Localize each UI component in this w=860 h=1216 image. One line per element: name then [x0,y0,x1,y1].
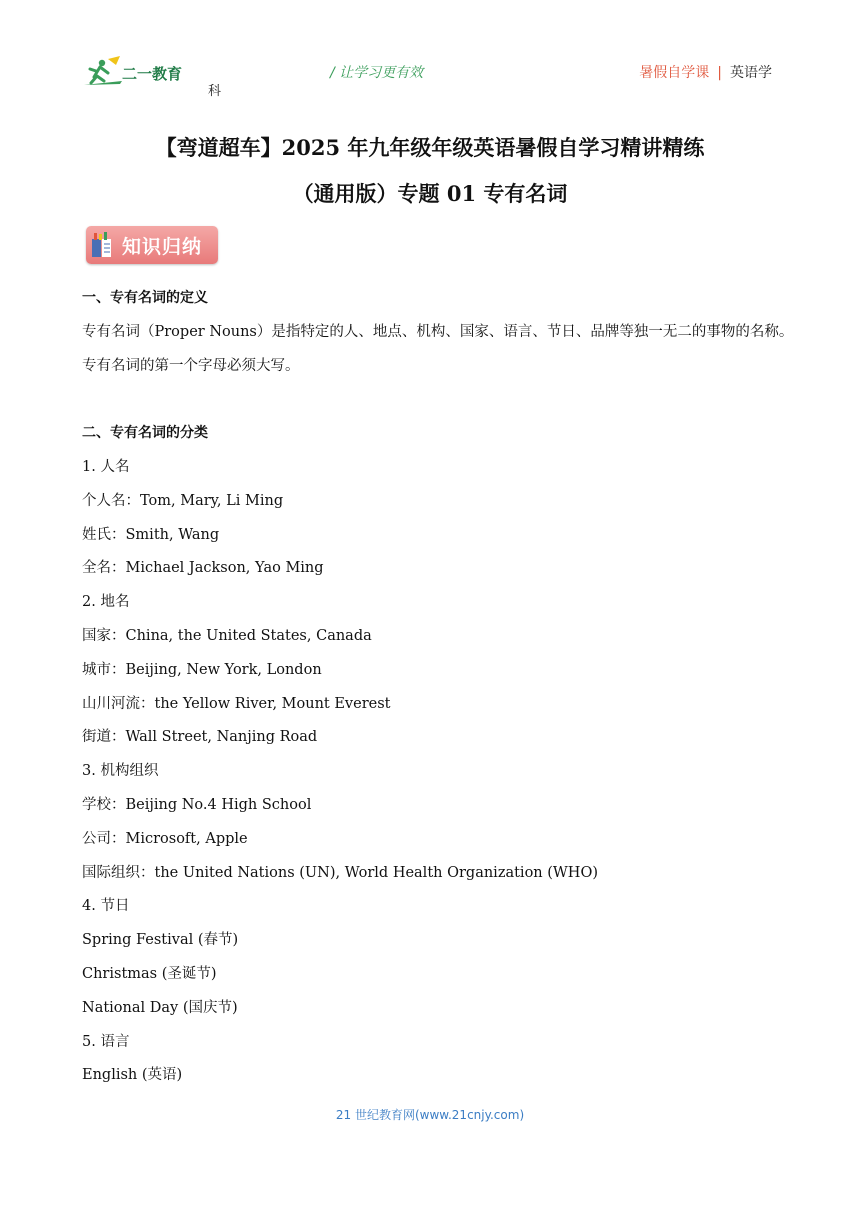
category-heading: 5. 语言 [82,1033,130,1050]
category-heading: 1. 人名 [82,458,130,475]
list-item: Christmas (圣诞节) [82,965,217,982]
header-separator: | [717,65,722,81]
books-icon [91,231,113,259]
list-item: National Day (国庆节) [82,999,238,1016]
logo-text: 二一教育 [122,65,183,83]
header-slogan: / 让学习更有效 [330,65,424,81]
section-heading: 一、专有名词的定义 [82,290,208,306]
site-logo [82,55,192,89]
course-label: 暑假自学课 [639,65,710,81]
list-item: 山川河流：the Yellow River, Mount Everest [82,695,391,712]
document-title-line-1: 【弯道超车】2025 年九年级年级英语暑假自学习精讲精练 [155,135,705,160]
paragraph: 专有名词的第一个字母必须大写。 [82,357,300,374]
list-item: English (英语) [82,1067,183,1084]
section-heading: 二、专有名词的分类 [82,425,208,442]
document-body [82,284,794,1095]
knowledge-summary-badge [86,226,218,264]
list-item: 个人名：Tom, Mary, Li Ming [82,492,284,509]
runner-logo-icon [82,55,192,89]
logo-suffix: 科 [208,84,222,99]
list-item: 城市：Beijing, New York, London [82,661,322,678]
header-right [639,62,772,82]
list-item: 全名：Michael Jackson, Yao Ming [82,560,324,577]
badge-label: 知识归纳 [122,236,203,258]
footer-source-link[interactable]: 21 世纪教育网(www.21cnjy.com) [335,1108,525,1122]
list-item: 国家：China, the United States, Canada [82,627,372,644]
list-item: 公司：Microsoft, Apple [82,830,248,847]
category-heading: 4. 节日 [82,898,130,915]
category-heading: 2. 地名 [82,594,130,611]
list-item: Spring Festival (春节) [82,932,239,949]
list-item: 国际组织：the United Nations (UN), World Health Organization (WHO) [82,864,598,881]
spacer [82,385,782,419]
subject-label: 英语学 [730,65,772,81]
document-title-line-2: （通用版）专题 01 专有名词 [292,181,568,206]
category-heading: 3. 机构组织 [82,763,159,780]
list-item: 学校：Beijing No.4 High School [82,796,312,813]
list-item: 姓氏：Smith, Wang [82,526,220,543]
list-item: 街道：Wall Street, Nanjing Road [82,729,318,746]
paragraph: 专有名词（Proper Nouns）是指特定的人、地点、机构、国家、语言、节日、品牌等独一无二的事物的名称。 [82,323,794,340]
